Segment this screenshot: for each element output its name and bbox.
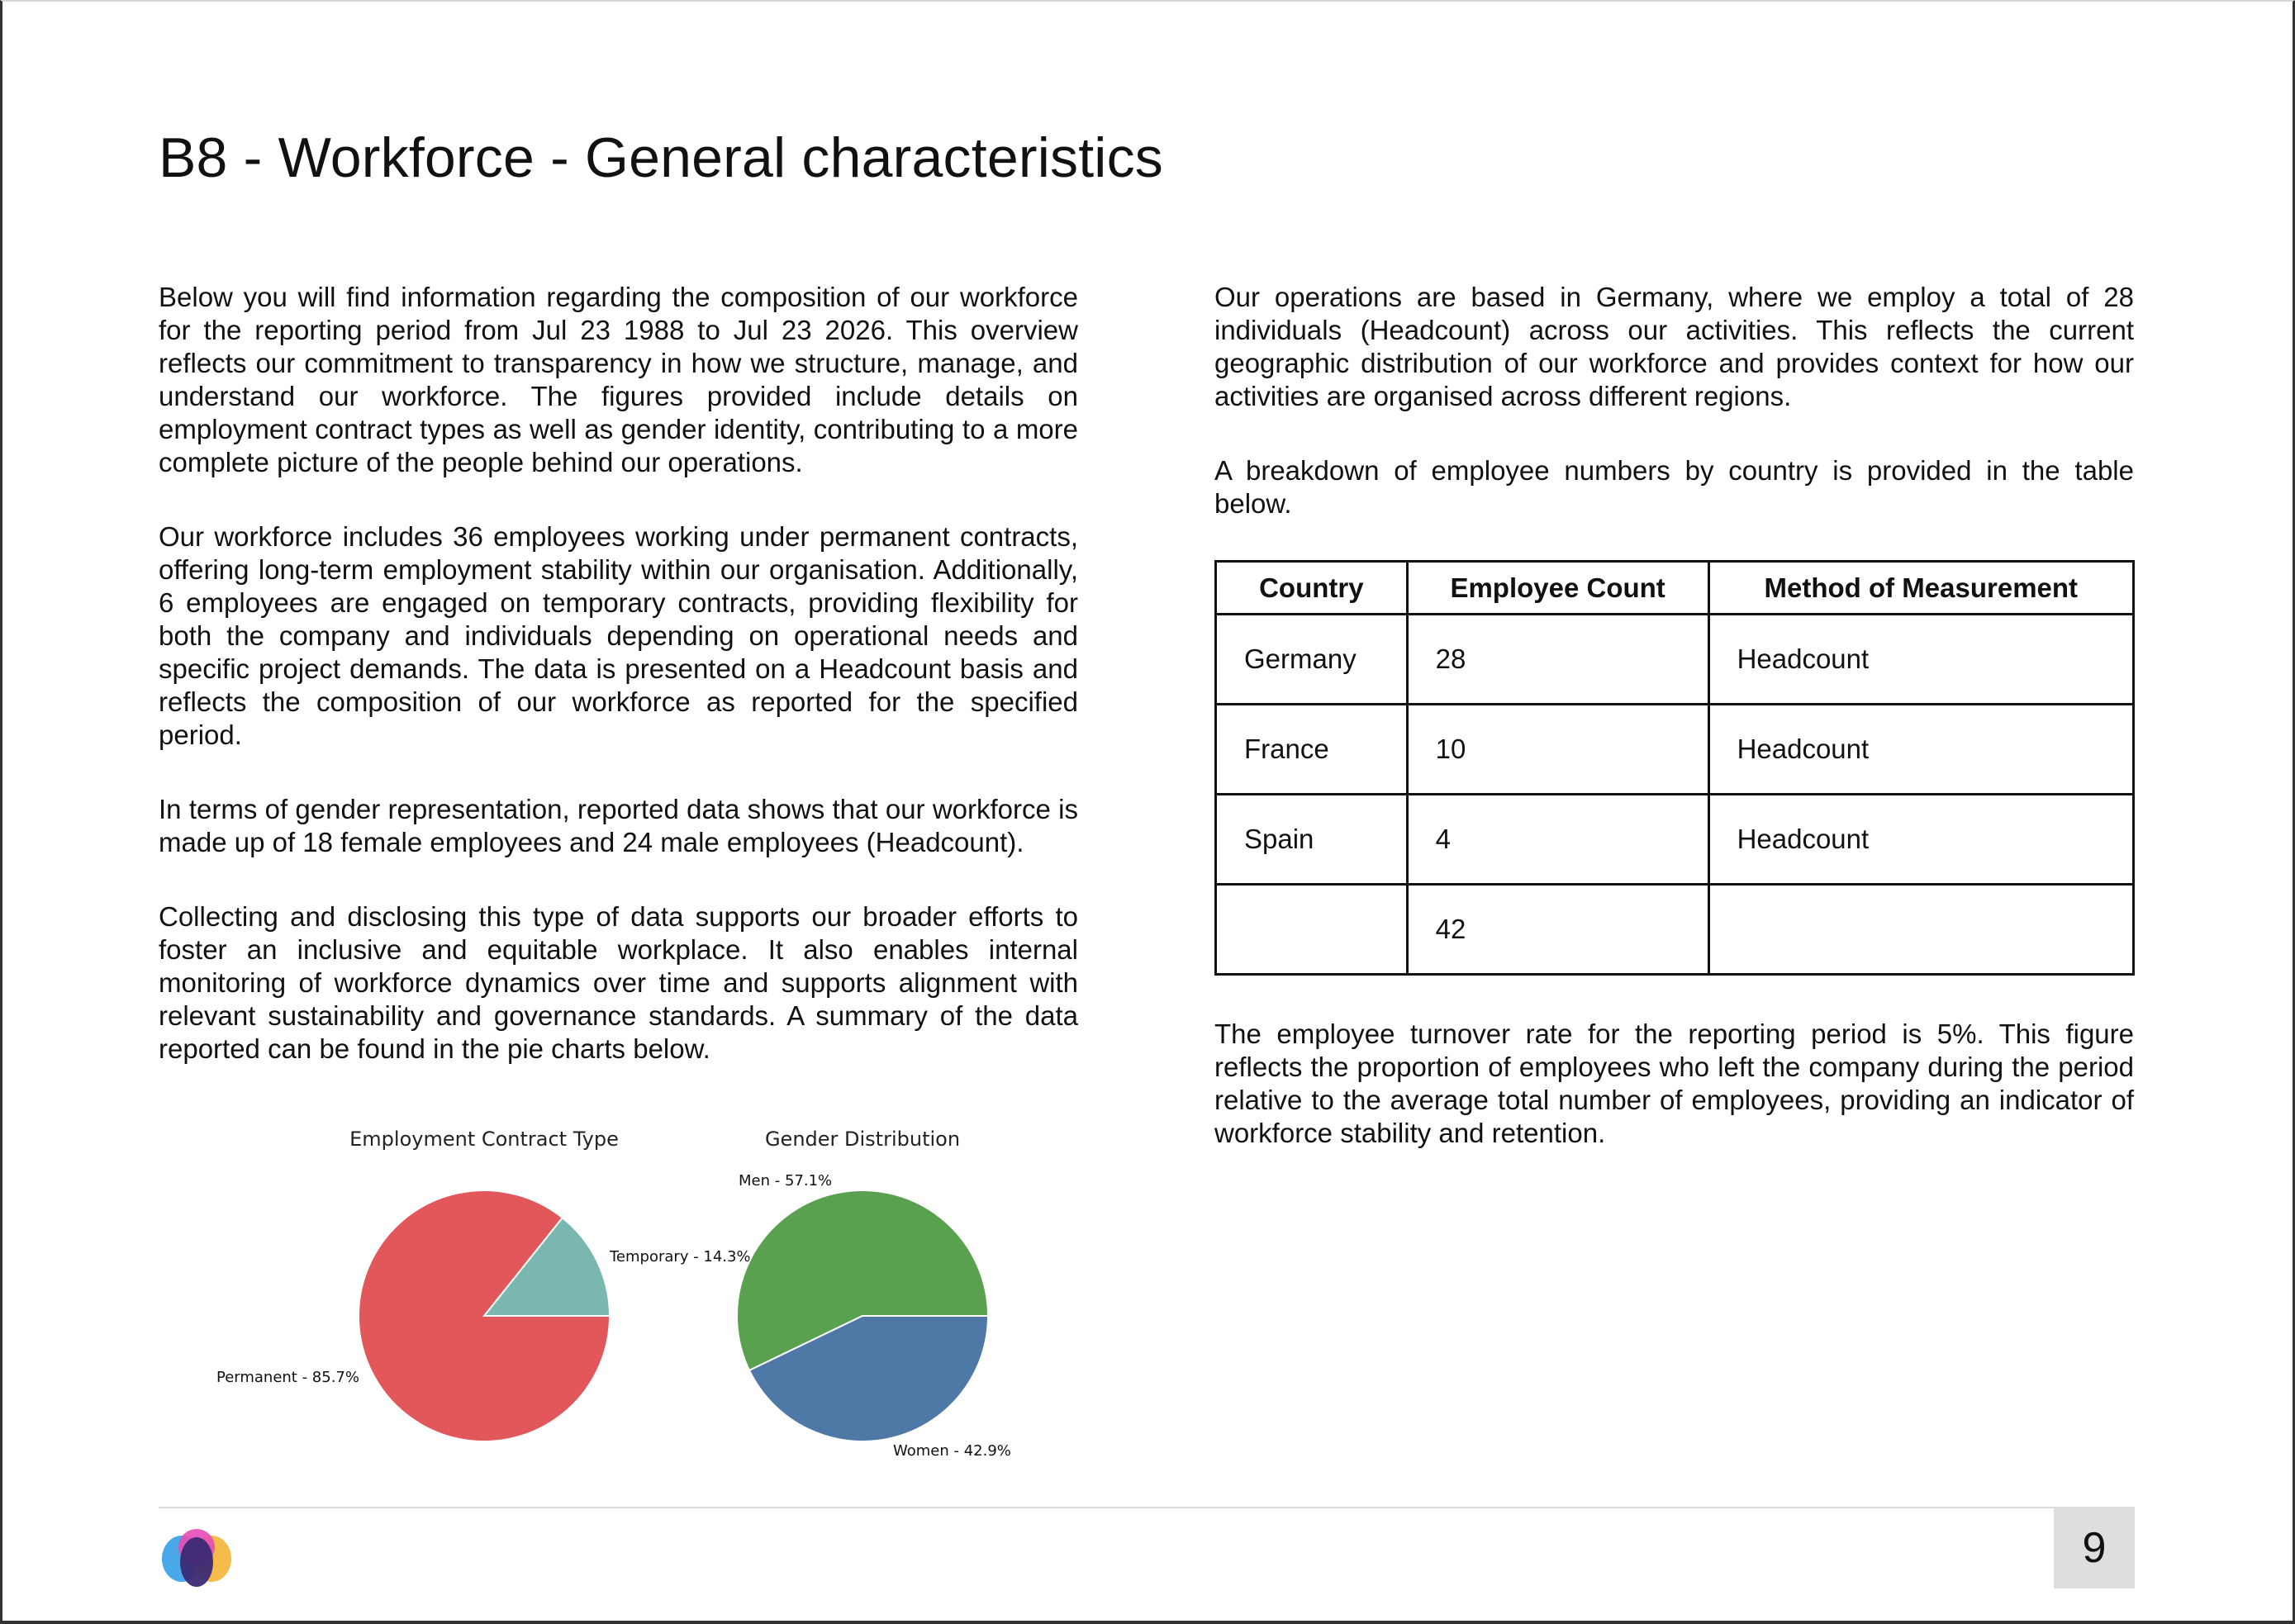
country-table bbox=[1214, 560, 2135, 976]
gender-paragraph: In terms of gender representation, reported data shows that our workforce is made up of 18 female employees and 24 male employees (Headcount). bbox=[159, 794, 1078, 857]
table-row bbox=[1216, 705, 2134, 795]
label-men: Men - 57.1% bbox=[739, 1172, 833, 1190]
table-row bbox=[1216, 615, 2134, 705]
cell-country: Spain bbox=[1216, 795, 1408, 885]
label-women: Women - 42.9% bbox=[893, 1442, 1011, 1460]
contract-chart-title: Employment Contract Type bbox=[349, 1128, 619, 1151]
pie-charts bbox=[2, 1121, 1076, 1484]
gender-chart-title: Gender Distribution bbox=[764, 1128, 961, 1151]
header-country: Country bbox=[1216, 562, 1408, 615]
cell-count: 28 bbox=[1407, 615, 1708, 705]
label-temporary: Temporary - 14.3% bbox=[610, 1248, 751, 1265]
cell-count: 4 bbox=[1407, 795, 1708, 885]
intro-paragraph: Below you will find information regarding the composition of our workforce for the reporting period from Jul 23 1988 to Jul 23 2026. This overview reflects our commitment to transparency in how we structure, manage, and understand our workforce. The figures provided include details on employment contract types as well as gender identity, contributing to a more complete picture of the people behind our operations. bbox=[159, 282, 1078, 477]
table-row bbox=[1216, 795, 2134, 885]
page-title: B8 - Workforce - General characteristics bbox=[159, 126, 1163, 189]
turnover-paragraph: The employee turnover rate for the reporting period is 5%. This figure reflects the proportion of employees who left the company during the period relative to the average total number of employees, providing an indicator of workforce stability and retention. bbox=[1214, 1019, 2134, 1148]
company-logo-icon bbox=[159, 1526, 235, 1588]
cell-method: Headcount bbox=[1708, 705, 2133, 795]
cell-method: Headcount bbox=[1708, 795, 2133, 885]
page-number: 9 bbox=[2054, 1508, 2135, 1588]
cell-country: France bbox=[1216, 705, 1408, 795]
cell-country: Germany bbox=[1216, 615, 1408, 705]
header-method: Method of Measurement bbox=[1708, 562, 2133, 615]
cell-method bbox=[1708, 885, 2133, 975]
disclosure-paragraph: Collecting and disclosing this type of data supports our broader efforts to foster an inclusive and equitable workplace. It also enables internal monitoring of workforce dynamics over time and supports alignment with relevant sustainability and governance standards. A summary of the data reported can be found in the pie charts below. bbox=[159, 901, 1078, 1064]
right-column bbox=[1214, 281, 2134, 520]
table-header-row bbox=[1216, 562, 2134, 615]
label-permanent: Permanent - 85.7% bbox=[216, 1369, 359, 1386]
cell-total-count: 42 bbox=[1407, 885, 1708, 975]
header-employee-count: Employee Count bbox=[1407, 562, 1708, 615]
left-column bbox=[159, 281, 1078, 1066]
table-total-row bbox=[1216, 885, 2134, 975]
operations-paragraph: Our operations are based in Germany, where we employ a total of 28 individuals (Headcount) across our activities. This reflects the current geographic distribution of our workforce and provides context for how our activities are organised across different regions. bbox=[1214, 282, 2134, 411]
cell-country bbox=[1216, 885, 1408, 975]
gender-pie bbox=[737, 1190, 988, 1441]
footer-divider bbox=[159, 1507, 2135, 1508]
contract-paragraph: Our workforce includes 36 employees working under permanent contracts, offering long-term employment stability within our organisation. Additionally, 6 employees are engaged on temporary contracts, providing flexibility for both the company and individuals depending on operational needs and specific project demands. The data is presented on a Headcount basis and reflects the composition of our workforce as reported for the specified period. bbox=[159, 521, 1078, 750]
cell-method: Headcount bbox=[1708, 615, 2133, 705]
table-intro-paragraph: A breakdown of employee numbers by country is provided in the table below. bbox=[1214, 455, 2134, 519]
contract-pie bbox=[359, 1190, 610, 1441]
cell-count: 10 bbox=[1407, 705, 1708, 795]
